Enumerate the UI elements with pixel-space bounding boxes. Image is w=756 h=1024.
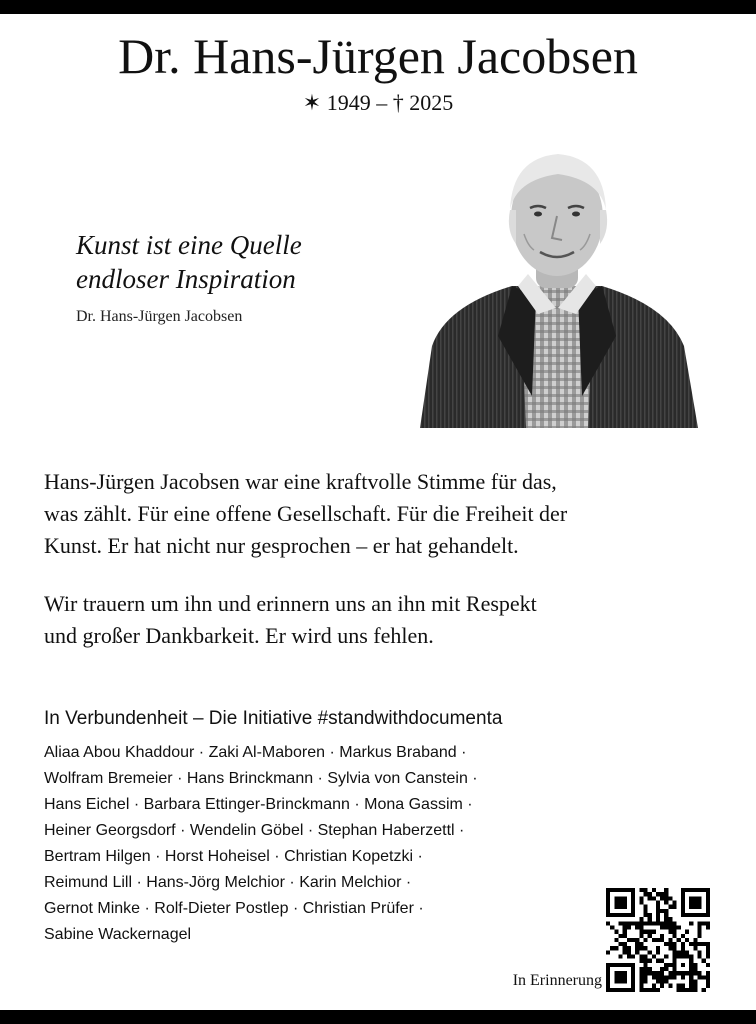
signatory-line: Gernot Minke · Rolf-Dieter Postlep · Christian Prüfer · <box>44 900 424 917</box>
tribute-paragraph-2 <box>44 588 734 652</box>
signatory-list <box>44 740 584 948</box>
tribute-line: Wir trauern um ihn und erinnern uns an ihn mit Respekt <box>44 591 537 616</box>
quote <box>76 228 396 296</box>
tribute-line: und großer Dankbarkeit. Er wird uns fehlen. <box>44 623 434 648</box>
bottom-border-bar <box>0 1010 756 1024</box>
tribute-line: Hans-Jürgen Jacobsen war eine kraftvolle Stimme für das, <box>44 469 557 494</box>
top-border-bar <box>0 0 756 14</box>
signatory-line: Hans Eichel · Barbara Ettinger-Brinckmann · Mona Gassim · <box>44 796 473 813</box>
signatory-line: Reimund Lill · Hans-Jörg Melchior · Karin Melchior · <box>44 874 412 891</box>
initiative-heading: In Verbundenheit – Die Initiative #standwithdocumenta <box>44 708 503 729</box>
memorial-caption: In Erinnerung <box>512 972 602 989</box>
quote-author: Dr. Hans-Jürgen Jacobsen <box>76 308 243 325</box>
qr-code-icon[interactable] <box>606 888 710 992</box>
portrait-photo <box>412 146 702 428</box>
tribute-line: was zählt. Für eine offene Gesellschaft. Für die Freiheit der <box>44 501 568 526</box>
quote-line-2: endloser Inspiration <box>76 264 296 294</box>
quote-line-1: Kunst ist eine Quelle <box>76 230 302 260</box>
signatory-line: Sabine Wackernagel <box>44 926 192 943</box>
tribute-paragraph-1 <box>44 466 734 562</box>
deceased-name: Dr. Hans-Jürgen Jacobsen <box>118 28 638 84</box>
signatory-line: Wolfram Bremeier · Hans Brinckmann · Sylvia von Canstein · <box>44 770 478 787</box>
signatory-line: Aliaa Abou Khaddour · Zaki Al-Maboren · Markus Braband · <box>44 744 467 761</box>
signatory-line: Heiner Georgsdorf · Wendelin Göbel · Stephan Haberzettl · <box>44 822 465 839</box>
signatory-line: Bertram Hilgen · Horst Hoheisel · Christian Kopetzki · <box>44 848 423 865</box>
tribute-line: Kunst. Er hat nicht nur gesprochen – er hat gehandelt. <box>44 533 519 558</box>
life-dates: ✶ 1949 – † 2025 <box>302 90 454 115</box>
